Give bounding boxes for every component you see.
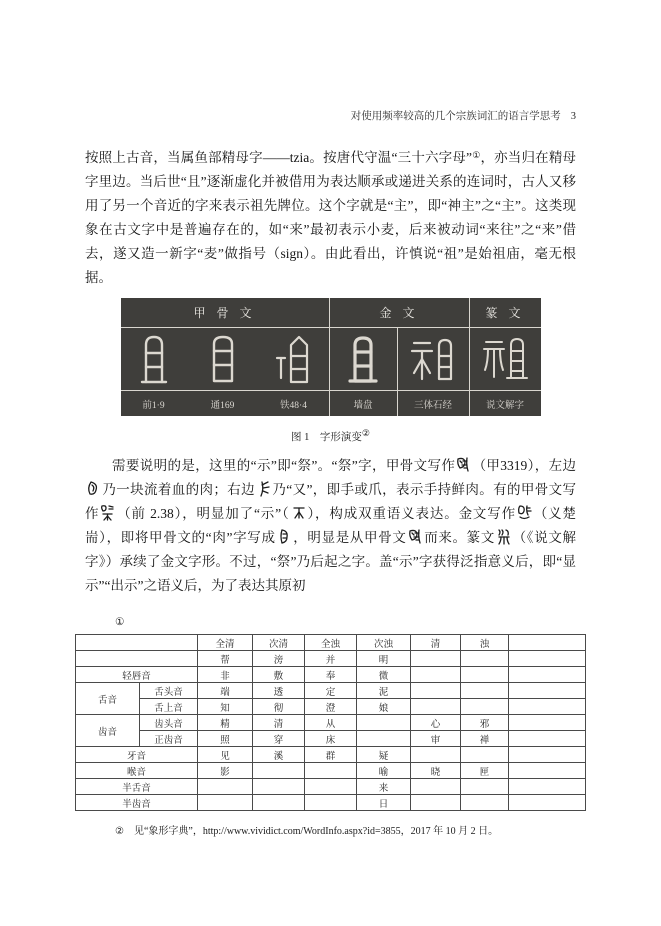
table-cell: 舌音 (76, 683, 140, 715)
table-cell: 影 (198, 763, 253, 779)
table-cell (461, 667, 509, 683)
table-cell: 奉 (305, 667, 357, 683)
table-cell (461, 747, 509, 763)
table-header-row (76, 635, 586, 651)
table-cell: 滂 (253, 651, 305, 667)
table-cell: 明 (357, 651, 411, 667)
table-cell (411, 779, 461, 795)
footnote-ref-2: ② (361, 428, 370, 438)
table-cell (461, 779, 509, 795)
script-evolution-figure (121, 298, 541, 416)
table-cell: 正齿音 (140, 731, 198, 747)
table-cell: 并 (305, 651, 357, 667)
body-text: （义楚耑），即将甲骨文的“肉”字写成 (85, 506, 577, 545)
figure-caption-text: 图 1 字形演变 (291, 432, 362, 443)
table-cell: 见 (198, 747, 253, 763)
table-header-cell: 清 (411, 635, 461, 651)
table-cell: 透 (253, 683, 305, 699)
table-row (76, 779, 586, 795)
footnote-2 (85, 822, 576, 837)
table-cell: 精 (198, 715, 253, 731)
table-cell: 晓 (411, 763, 461, 779)
body-text: （甲3319），左边 (472, 458, 577, 473)
figure-source-label: 三体石经 (398, 390, 470, 416)
thirty-six-initials-table (75, 634, 586, 811)
table-cell (509, 683, 586, 699)
paragraph-2 (85, 454, 576, 598)
bronze-zu-glyph (398, 328, 470, 390)
body-text: 乃“又”，即手或爪，表示手持鲜肉。有的甲骨文写作 (85, 482, 577, 521)
figure-header-jiaguwen: 甲 骨 文 (121, 298, 330, 328)
table-cell (509, 715, 586, 731)
figure-source-label: 墙盘 (330, 390, 398, 416)
footnote-1-marker: ① (115, 617, 125, 628)
oracle-zu-glyph-1 (121, 328, 187, 390)
body-text: 按照上古音，当属鱼部精母字——tzia。按唐代守温“三十六字母” (85, 150, 473, 165)
table-cell: 日 (357, 795, 411, 811)
table-cell: 喉音 (76, 763, 198, 779)
table-row (76, 747, 586, 763)
body-text: 需要说明的是，这里的“示”即“祭”。“祭”字，甲骨文写作 (112, 458, 456, 473)
table-cell: 群 (305, 747, 357, 763)
table-cell (509, 651, 586, 667)
running-head-title: 对使用频率较高的几个宗族词汇的语言学思考 (350, 111, 561, 122)
table-cell: 穿 (253, 731, 305, 747)
table-header-cell: 次浊 (357, 635, 411, 651)
table-cell: 帮 (198, 651, 253, 667)
table-row (76, 667, 586, 683)
table-cell (411, 747, 461, 763)
table-cell: 轻唇音 (76, 667, 198, 683)
table-cell (305, 763, 357, 779)
body-text: 而来。篆文 (423, 530, 495, 545)
body-text: ），构成双重语义表达。金文写作 (306, 506, 516, 521)
table-cell (76, 635, 198, 651)
table-cell: 清 (253, 715, 305, 731)
bronze-ji-glyph (517, 504, 532, 521)
table-row (76, 795, 586, 811)
table-cell (461, 651, 509, 667)
table-cell: 定 (305, 683, 357, 699)
table-cell (253, 779, 305, 795)
table-cell: 疑 (357, 747, 411, 763)
table-cell (305, 779, 357, 795)
table-cell: 舌上音 (140, 699, 198, 715)
table-cell (509, 763, 586, 779)
figure-source-label: 通169 (187, 390, 259, 416)
table-cell (411, 683, 461, 699)
table-cell (198, 779, 253, 795)
running-head (85, 108, 576, 123)
table-cell (509, 731, 586, 747)
body-text: 乃一块流着血的肉；右边 (102, 482, 255, 497)
oracle-ji-shi-glyph (100, 504, 115, 521)
table-cell (411, 667, 461, 683)
figure-header-jinwen: 金 文 (330, 298, 470, 328)
table-cell (509, 779, 586, 795)
table-row (76, 699, 586, 715)
table-cell (411, 699, 461, 715)
table-header-cell: 次清 (253, 635, 305, 651)
table-cell (461, 699, 509, 715)
footnote-2-text: 见“象形字典”，http://www.vividict.com/WordInfo.aspx?id=3855，2017 年 10 月 2 日。 (133, 826, 499, 837)
figure-header-zhuanwen: 篆 文 (470, 298, 541, 328)
table-cell: 知 (198, 699, 253, 715)
table-cell: 舌头音 (140, 683, 198, 699)
table-cell: 床 (305, 731, 357, 747)
table-cell: 端 (198, 683, 253, 699)
table-cell (461, 795, 509, 811)
table-cell (253, 763, 305, 779)
table-row (76, 683, 586, 699)
table-header-cell: 全清 (198, 635, 253, 651)
table-cell: 齿头音 (140, 715, 198, 731)
table-cell (461, 683, 509, 699)
table-cell: 来 (357, 779, 411, 795)
table-cell: 澄 (305, 699, 357, 715)
table-cell (509, 747, 586, 763)
table-cell (411, 651, 461, 667)
table-header-cell (509, 635, 586, 651)
oracle-zu-glyph-3 (259, 328, 330, 390)
paragraph-1 (85, 143, 576, 290)
oracle-ji-glyph (456, 456, 471, 473)
table-cell (198, 795, 253, 811)
table-cell (253, 795, 305, 811)
table-cell: 彻 (253, 699, 305, 715)
body-text: ，明显是从甲骨文 (292, 530, 407, 545)
body-text: （《说文解字》）承续了金文字形。不过，“祭”乃后起之字。盖“示”字获得泛指意义后，即“显示”“出示”之语义后，为了表达其原初 (85, 530, 577, 593)
table-cell: 齿音 (76, 715, 140, 747)
seal-ji-glyph (496, 528, 511, 545)
table-cell: 喻 (357, 763, 411, 779)
table-cell: 从 (305, 715, 357, 731)
table-row (76, 651, 586, 667)
table-cell: 微 (357, 667, 411, 683)
figure-source-label: 铁48·4 (259, 390, 330, 416)
seal-zu-glyph (470, 328, 541, 390)
table-cell (509, 795, 586, 811)
table-cell: 半齿音 (76, 795, 198, 811)
table-cell: 娘 (357, 699, 411, 715)
table-cell: 泥 (357, 683, 411, 699)
bronze-qie-glyph (330, 328, 398, 390)
footnote-2-marker: ② (115, 826, 124, 837)
oracle-you-glyph (256, 480, 271, 497)
table-cell: 禅 (461, 731, 509, 747)
table-cell (357, 715, 411, 731)
table-row (76, 731, 586, 747)
table-cell (76, 651, 198, 667)
footnote-area (85, 616, 576, 837)
figure-source-label: 说文解字 (470, 390, 541, 416)
table-cell (305, 795, 357, 811)
oracle-shi-glyph (291, 504, 306, 521)
figure-1 (85, 298, 576, 444)
table-cell: 审 (411, 731, 461, 747)
oracle-rou-glyph (86, 480, 101, 497)
table-cell: 敷 (253, 667, 305, 683)
table-cell (509, 667, 586, 683)
body-text: ，亦当归在精母字里边。当后世“且”逐渐虚化并被借用为表达顺承或递进关系的连词时，古人又移用了另一个音近的字来表示祖先牌位。这个字就是“主”，即“神主”之“主”。这类现象在古文字中是普遍存在的，如“来”最初表示小麦，后来被动词“来往”之“来”借去，遂又造一新字“麦”做指号（sign）。由此看出，许慎说“祖”是始祖庙，毫无根据。 (85, 150, 577, 285)
page-number: 3 (570, 111, 576, 122)
table-cell (509, 699, 586, 715)
oracle-zu-glyph-2 (187, 328, 259, 390)
table-cell (357, 731, 411, 747)
figure-source-label: 前1·9 (121, 390, 187, 416)
figure-caption (85, 428, 576, 444)
table-cell: 牙音 (76, 747, 198, 763)
body-text: （前 2.38），明显加了“示”（ (116, 506, 290, 521)
bronze-rou-glyph (277, 528, 292, 545)
table-header-cell: 全浊 (305, 635, 357, 651)
table-header-cell: 浊 (461, 635, 509, 651)
table-cell: 溪 (253, 747, 305, 763)
table-row (76, 715, 586, 731)
table-cell: 匣 (461, 763, 509, 779)
table-cell (411, 795, 461, 811)
table-cell: 非 (198, 667, 253, 683)
footnote-ref-1: ① (472, 150, 481, 160)
table-cell: 邪 (461, 715, 509, 731)
table-row (76, 763, 586, 779)
oracle-ji-glyph (408, 528, 423, 545)
table-cell: 照 (198, 731, 253, 747)
table-cell: 半舌音 (76, 779, 198, 795)
table-cell: 心 (411, 715, 461, 731)
